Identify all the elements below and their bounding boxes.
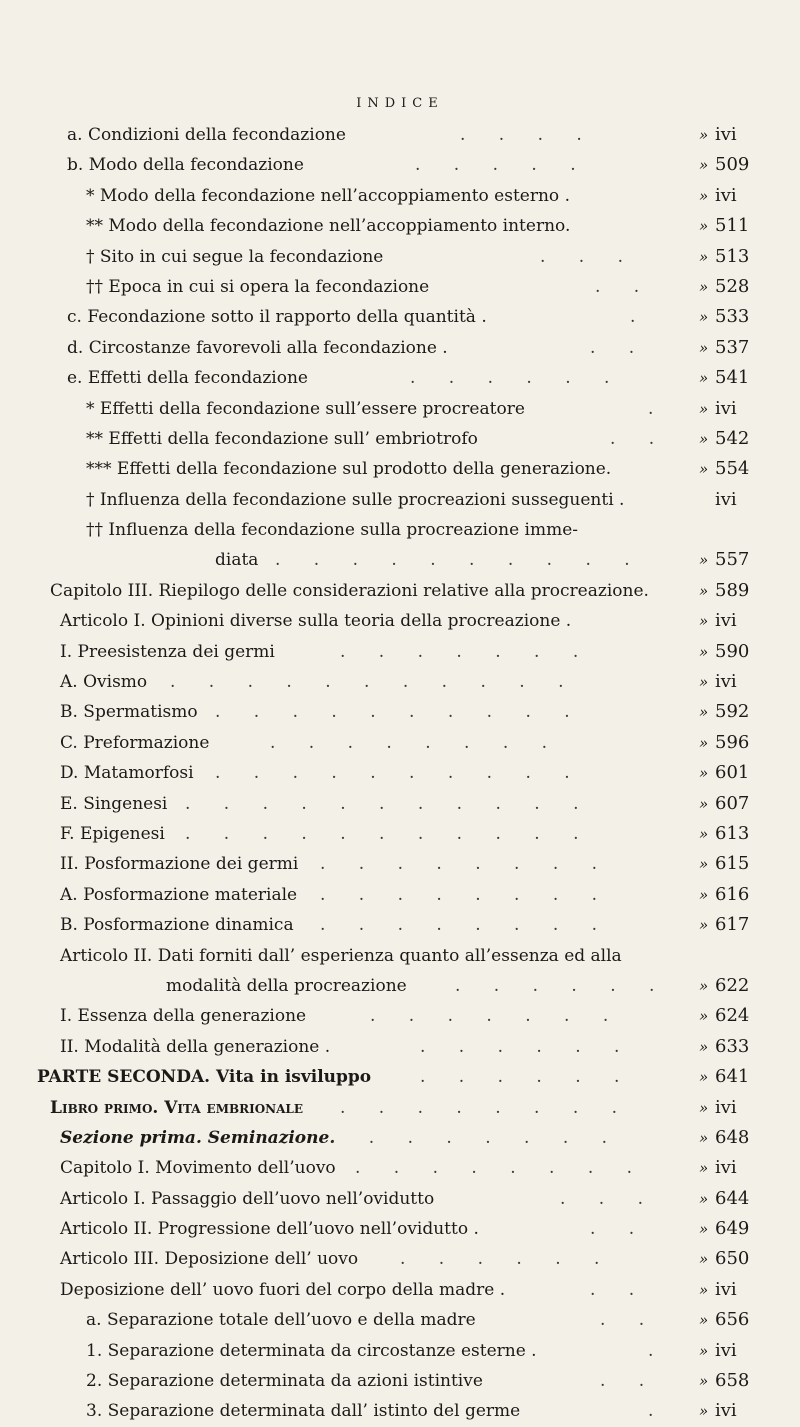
guillemet: » bbox=[699, 1311, 709, 1330]
entry-title: II. Modalità della generazione . bbox=[60, 1036, 331, 1057]
guillemet: » bbox=[699, 156, 709, 175]
toc-row bbox=[0, 971, 800, 1001]
toc-row bbox=[0, 819, 800, 849]
toc-row bbox=[0, 1093, 800, 1123]
leader-dots: . . . . . bbox=[415, 155, 590, 176]
leader-dots: . . . . . . . . . . . bbox=[185, 793, 593, 814]
page-number: 617 bbox=[715, 914, 750, 936]
toc-row bbox=[0, 363, 800, 393]
page-number: 590 bbox=[715, 640, 750, 662]
guillemet: » bbox=[699, 277, 709, 296]
guillemet: » bbox=[699, 855, 709, 874]
page-number: 589 bbox=[715, 579, 750, 601]
page-number: ivi bbox=[715, 124, 737, 145]
guillemet: » bbox=[699, 1007, 709, 1026]
toc-row bbox=[0, 1032, 800, 1062]
page-number: 592 bbox=[715, 701, 750, 723]
page-number: 616 bbox=[715, 883, 750, 905]
leader-dots: . . . . . . . bbox=[370, 1006, 623, 1027]
guillemet: » bbox=[699, 217, 709, 236]
entry-title: Articolo III. Deposizione dell’ uovo bbox=[60, 1249, 359, 1270]
entry-title: I. Preesistenza dei germi bbox=[60, 641, 275, 662]
leader-dots: . bbox=[648, 1401, 668, 1422]
toc-row bbox=[0, 242, 800, 272]
entry-title: † Sito in cui segue la fecondazione bbox=[86, 246, 384, 267]
page-number: 557 bbox=[715, 549, 750, 571]
entry-title: F. Epigenesi bbox=[60, 823, 165, 844]
toc-row bbox=[0, 1123, 800, 1153]
guillemet: » bbox=[699, 247, 709, 266]
page-number: 650 bbox=[715, 1248, 750, 1270]
page-number: ivi bbox=[715, 671, 737, 693]
guillemet: » bbox=[699, 916, 709, 935]
toc-row bbox=[0, 181, 800, 211]
toc-row bbox=[0, 910, 800, 940]
guillemet: » bbox=[699, 1341, 709, 1360]
toc-row bbox=[0, 485, 800, 515]
leader-dots: . . . . . . . . . . . bbox=[185, 823, 593, 844]
leader-dots: . . . . . . . . bbox=[355, 1158, 647, 1179]
toc-row bbox=[0, 515, 800, 545]
leader-dots: . . . . . . . . bbox=[340, 1097, 632, 1118]
leader-dots: . . . . . . . bbox=[340, 641, 593, 662]
guillemet: » bbox=[699, 1068, 709, 1087]
toc-row bbox=[0, 1275, 800, 1305]
table-of-contents bbox=[0, 120, 800, 1427]
page-number: 656 bbox=[715, 1309, 750, 1331]
leader-dots: . . bbox=[590, 337, 649, 358]
page-number: 624 bbox=[715, 1005, 750, 1027]
page-number: 528 bbox=[715, 275, 750, 297]
guillemet: » bbox=[699, 1189, 709, 1208]
guillemet: » bbox=[699, 1220, 709, 1239]
toc-row bbox=[0, 606, 800, 636]
page-number: 607 bbox=[715, 792, 750, 814]
entry-title: *** Effetti della fecondazione sul prodotto della generazione. bbox=[86, 459, 612, 480]
toc-row bbox=[0, 394, 800, 424]
guillemet: » bbox=[699, 733, 709, 752]
toc-row bbox=[0, 1062, 800, 1092]
guillemet: » bbox=[699, 764, 709, 783]
guillemet: » bbox=[699, 1037, 709, 1056]
guillemet: » bbox=[699, 186, 709, 205]
toc-row bbox=[0, 1214, 800, 1244]
leader-dots: . . bbox=[590, 1279, 649, 1300]
toc-row bbox=[0, 272, 800, 302]
guillemet: » bbox=[699, 1280, 709, 1299]
guillemet: » bbox=[699, 126, 709, 144]
entry-title: Capitolo I. Movimento dell’uovo bbox=[60, 1158, 336, 1179]
entry-title: e. Effetti della fecondazione bbox=[67, 368, 308, 389]
guillemet: » bbox=[699, 1159, 709, 1178]
guillemet: » bbox=[699, 1250, 709, 1269]
page-number: 658 bbox=[715, 1370, 750, 1392]
page-number: 511 bbox=[715, 215, 750, 237]
page-number: 554 bbox=[715, 458, 750, 480]
page-number: 649 bbox=[715, 1218, 750, 1240]
page-number: 622 bbox=[715, 974, 750, 996]
page-number: ivi bbox=[715, 1157, 737, 1179]
page-number: ivi bbox=[715, 1400, 737, 1422]
guillemet: » bbox=[699, 399, 709, 418]
entry-title: * Effetti della fecondazione sull’essere procreatore bbox=[86, 398, 525, 419]
toc-row bbox=[0, 454, 800, 484]
leader-dots: . . . . . . . . . . . bbox=[170, 672, 578, 693]
entry-title: B. Spermatismo bbox=[60, 702, 198, 723]
page-number: 596 bbox=[715, 731, 750, 753]
guillemet: » bbox=[699, 308, 709, 327]
entry-title: a. Separazione totale dell’uovo e della madre bbox=[86, 1310, 476, 1331]
guillemet: » bbox=[699, 612, 709, 631]
page-number: 633 bbox=[715, 1035, 750, 1057]
entry-title: 2. Separazione determinata da azioni istintive bbox=[86, 1371, 483, 1392]
leader-dots: . . . . . . bbox=[455, 975, 669, 996]
guillemet: » bbox=[699, 976, 709, 995]
leader-dots: . bbox=[630, 307, 650, 328]
toc-row bbox=[0, 576, 800, 606]
entry-title: diata bbox=[215, 550, 259, 571]
page-number: 648 bbox=[715, 1126, 750, 1148]
entry-title: b. Modo della fecondazione bbox=[67, 155, 304, 176]
entry-title: Deposizione dell’ uovo fuori del corpo della madre . bbox=[60, 1279, 506, 1300]
entry-title: Articolo II. Progressione dell’uovo nell’ovidutto . bbox=[60, 1219, 479, 1240]
guillemet: » bbox=[699, 551, 709, 570]
toc-row bbox=[0, 1305, 800, 1335]
toc-row bbox=[0, 1184, 800, 1214]
toc-row bbox=[0, 849, 800, 879]
leader-dots: . . . . . . bbox=[420, 1036, 634, 1057]
page-number: ivi bbox=[715, 1339, 737, 1361]
guillemet: » bbox=[699, 703, 709, 722]
toc-row bbox=[0, 758, 800, 788]
leader-dots: . . . . . . . . bbox=[320, 884, 612, 905]
leader-dots: . . bbox=[600, 1310, 659, 1331]
entry-title: A. Ovismo bbox=[60, 672, 148, 693]
guillemet: » bbox=[699, 460, 709, 479]
leader-dots: . . . . . . . . bbox=[320, 915, 612, 936]
toc-row bbox=[0, 424, 800, 454]
entry-title: Articolo I. Passaggio dell’uovo nell’ovidutto bbox=[60, 1188, 435, 1209]
entry-title: 3. Separazione determinata dall’ istinto del germe bbox=[86, 1401, 521, 1422]
toc-row bbox=[0, 211, 800, 241]
toc-row bbox=[0, 1396, 800, 1426]
leader-dots: . . . . . . . . . . bbox=[215, 702, 584, 723]
entry-title: B. Posformazione dinamica bbox=[60, 915, 294, 936]
toc-row bbox=[0, 545, 800, 575]
entry-title: modalità della procreazione bbox=[166, 975, 407, 996]
toc-row bbox=[0, 1336, 800, 1366]
toc-row bbox=[0, 637, 800, 667]
entry-title: PARTE SECONDA. Vita in isviluppo bbox=[37, 1067, 372, 1088]
leader-dots: . . . . . . . . bbox=[320, 854, 612, 875]
page-number: 509 bbox=[715, 154, 750, 176]
toc-row bbox=[0, 1001, 800, 1031]
toc-row bbox=[0, 1244, 800, 1274]
entry-title: C. Preformazione bbox=[60, 732, 210, 753]
toc-row bbox=[0, 1366, 800, 1396]
toc-row bbox=[0, 880, 800, 910]
leader-dots: . . bbox=[600, 1371, 659, 1392]
guillemet: » bbox=[699, 824, 709, 843]
entry-title: Sezione prima. Seminazione. bbox=[60, 1127, 336, 1148]
entry-title: a. Condizioni della fecondazione bbox=[67, 125, 346, 145]
guillemet: » bbox=[699, 885, 709, 904]
page-number: ivi bbox=[715, 184, 737, 206]
toc-row bbox=[0, 302, 800, 332]
toc-row bbox=[0, 789, 800, 819]
page-number: 537 bbox=[715, 336, 750, 358]
page-number: 541 bbox=[715, 367, 750, 389]
page-number: ivi bbox=[715, 488, 737, 510]
page-number: 615 bbox=[715, 853, 750, 875]
entry-title: 1. Separazione determinata da circostanze esterne . bbox=[86, 1340, 537, 1361]
entry-title: II. Posformazione dei germi bbox=[60, 854, 299, 875]
entry-title: c. Fecondazione sotto il rapporto della quantità . bbox=[67, 307, 487, 328]
guillemet: » bbox=[699, 642, 709, 661]
guillemet: » bbox=[699, 369, 709, 388]
entry-title: Capitolo III. Riepilogo delle considerazioni relative alla procreazione. bbox=[50, 580, 649, 601]
entry-title: Articolo II. Dati forniti dall’ esperienza quanto all’essenza ed alla bbox=[60, 945, 622, 966]
guillemet: » bbox=[699, 581, 709, 600]
page-number: ivi bbox=[715, 610, 737, 632]
page-number: 601 bbox=[715, 762, 750, 784]
guillemet: » bbox=[699, 794, 709, 813]
guillemet: » bbox=[699, 338, 709, 357]
entry-title: E. Singenesi bbox=[60, 793, 168, 814]
toc-row bbox=[0, 1153, 800, 1183]
leader-dots: . . . . bbox=[460, 125, 596, 145]
page-number: ivi bbox=[715, 397, 737, 419]
leader-dots: . . . bbox=[540, 246, 638, 267]
toc-row bbox=[0, 667, 800, 697]
page-number: ivi bbox=[715, 1278, 737, 1300]
leader-dots: . . . . . . bbox=[410, 368, 624, 389]
page-number: ivi bbox=[715, 1096, 737, 1118]
entry-title: D. Matamorfosi bbox=[60, 763, 194, 784]
entry-title: ** Effetti della fecondazione sull’ embriotrofo bbox=[86, 428, 478, 449]
leader-dots: . . bbox=[590, 1219, 649, 1240]
page-number: 613 bbox=[715, 822, 750, 844]
leader-dots: . . . . . . bbox=[420, 1067, 634, 1088]
toc-row bbox=[0, 697, 800, 727]
toc-row bbox=[0, 120, 800, 150]
guillemet: » bbox=[699, 673, 709, 692]
leader-dots: . bbox=[648, 398, 668, 419]
leader-dots: . . . . . . . . . . bbox=[215, 763, 584, 784]
entry-title: A. Posformazione materiale bbox=[60, 884, 298, 905]
toc-row bbox=[0, 150, 800, 180]
entry-title: I. Essenza della generazione bbox=[60, 1006, 307, 1027]
leader-dots: . . . . . . bbox=[400, 1249, 614, 1270]
entry-title: †† Epoca in cui si opera la fecondazione bbox=[86, 276, 430, 297]
page-number: 644 bbox=[715, 1187, 750, 1209]
page-number: 641 bbox=[715, 1066, 750, 1088]
guillemet: » bbox=[699, 1098, 709, 1117]
guillemet: » bbox=[699, 1372, 709, 1391]
toc-row bbox=[0, 941, 800, 971]
leader-dots: . . . . . . . . bbox=[270, 732, 562, 753]
entry-title: † Influenza della fecondazione sulle procreazioni susseguenti . bbox=[86, 489, 625, 510]
toc-row bbox=[0, 728, 800, 758]
entry-title: ** Modo della fecondazione nell’accoppiamento interno. bbox=[86, 216, 571, 237]
toc-row bbox=[0, 333, 800, 363]
leader-dots: . . . . . . . . . . bbox=[275, 550, 644, 571]
guillemet: » bbox=[699, 1402, 709, 1421]
leader-dots: . . bbox=[595, 276, 654, 297]
entry-title: Libro primo. Vita embrionale bbox=[50, 1097, 304, 1118]
leader-dots: . . . . . . . . bbox=[330, 1127, 622, 1148]
entry-title: * Modo della fecondazione nell’accoppiamento esterno . bbox=[86, 185, 570, 206]
leader-dots: . bbox=[648, 1340, 668, 1361]
page-header: INDICE bbox=[356, 96, 444, 111]
page-number: 513 bbox=[715, 245, 750, 267]
guillemet: » bbox=[699, 429, 709, 448]
page-number: 542 bbox=[715, 427, 750, 449]
leader-dots: . . bbox=[610, 428, 669, 449]
entry-title: †† Influenza della fecondazione sulla procreazione imme- bbox=[86, 520, 579, 541]
guillemet: » bbox=[699, 1128, 709, 1147]
entry-title: Articolo I. Opinioni diverse sulla teoria della procreazione . bbox=[60, 611, 572, 632]
page-number: 533 bbox=[715, 306, 750, 328]
leader-dots: . . . bbox=[560, 1188, 658, 1209]
entry-title: d. Circostanze favorevoli alla fecondazione . bbox=[67, 337, 448, 358]
